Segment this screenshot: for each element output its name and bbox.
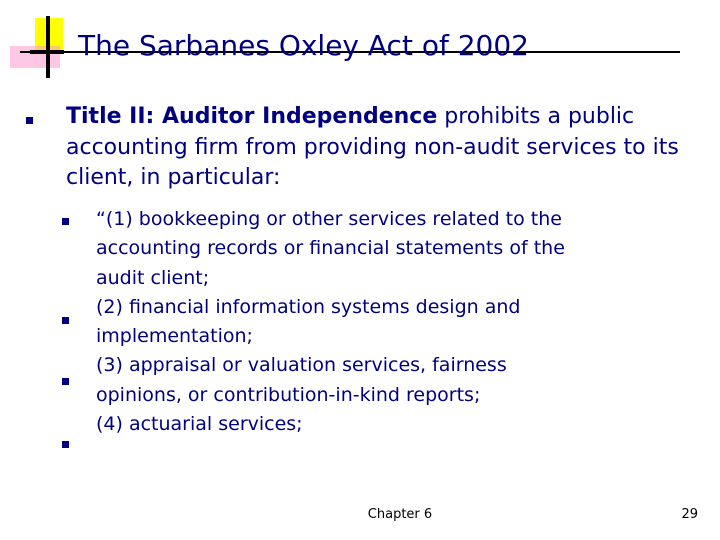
footer-chapter: Chapter 6: [367, 507, 433, 522]
sub-bullet-marker-3: [62, 378, 69, 385]
main-bullet-text: [66, 102, 706, 194]
sub-bullet-marker-1: [62, 218, 69, 225]
footer-page-number: 29: [681, 507, 698, 522]
sub-bullet-2-line-1: (2) financial information systems design and: [96, 295, 521, 318]
sub-bullet-3-line-1: (3) appraisal or valuation services, fairness: [96, 354, 507, 377]
sub-bullet-3-line-2: opinions, or contribution-in-kind reports;: [96, 383, 481, 406]
slide-title: The Sarbanes Oxley Act of 2002: [78, 29, 529, 62]
main-bullet-marker: [26, 117, 33, 124]
sub-bullet-1-line-3: audit client;: [96, 266, 210, 289]
sub-bullet-marker-2: [62, 317, 69, 324]
sub-bullet-4-line-1: (4) actuarial services;: [96, 413, 303, 436]
sub-bullet-1-line-1: “(1) bookkeeping or other services related to the: [96, 208, 562, 230]
sub-bullet-list: [96, 205, 696, 439]
title-decoration-vertical-line: [46, 16, 50, 78]
title-decoration-cross-bar: [30, 50, 64, 54]
sub-bullet-2-line-2: implementation;: [96, 325, 253, 348]
sub-bullet-marker-4: [62, 441, 69, 448]
sub-bullet-1-line-2: accounting records or financial statements of the: [96, 237, 565, 260]
main-bullet-bold-lead: Title II: Auditor Independence: [66, 104, 438, 129]
main-bullet-rest: prohibits a public accounting firm from providing non-audit services to its client, in particular:: [66, 104, 679, 190]
